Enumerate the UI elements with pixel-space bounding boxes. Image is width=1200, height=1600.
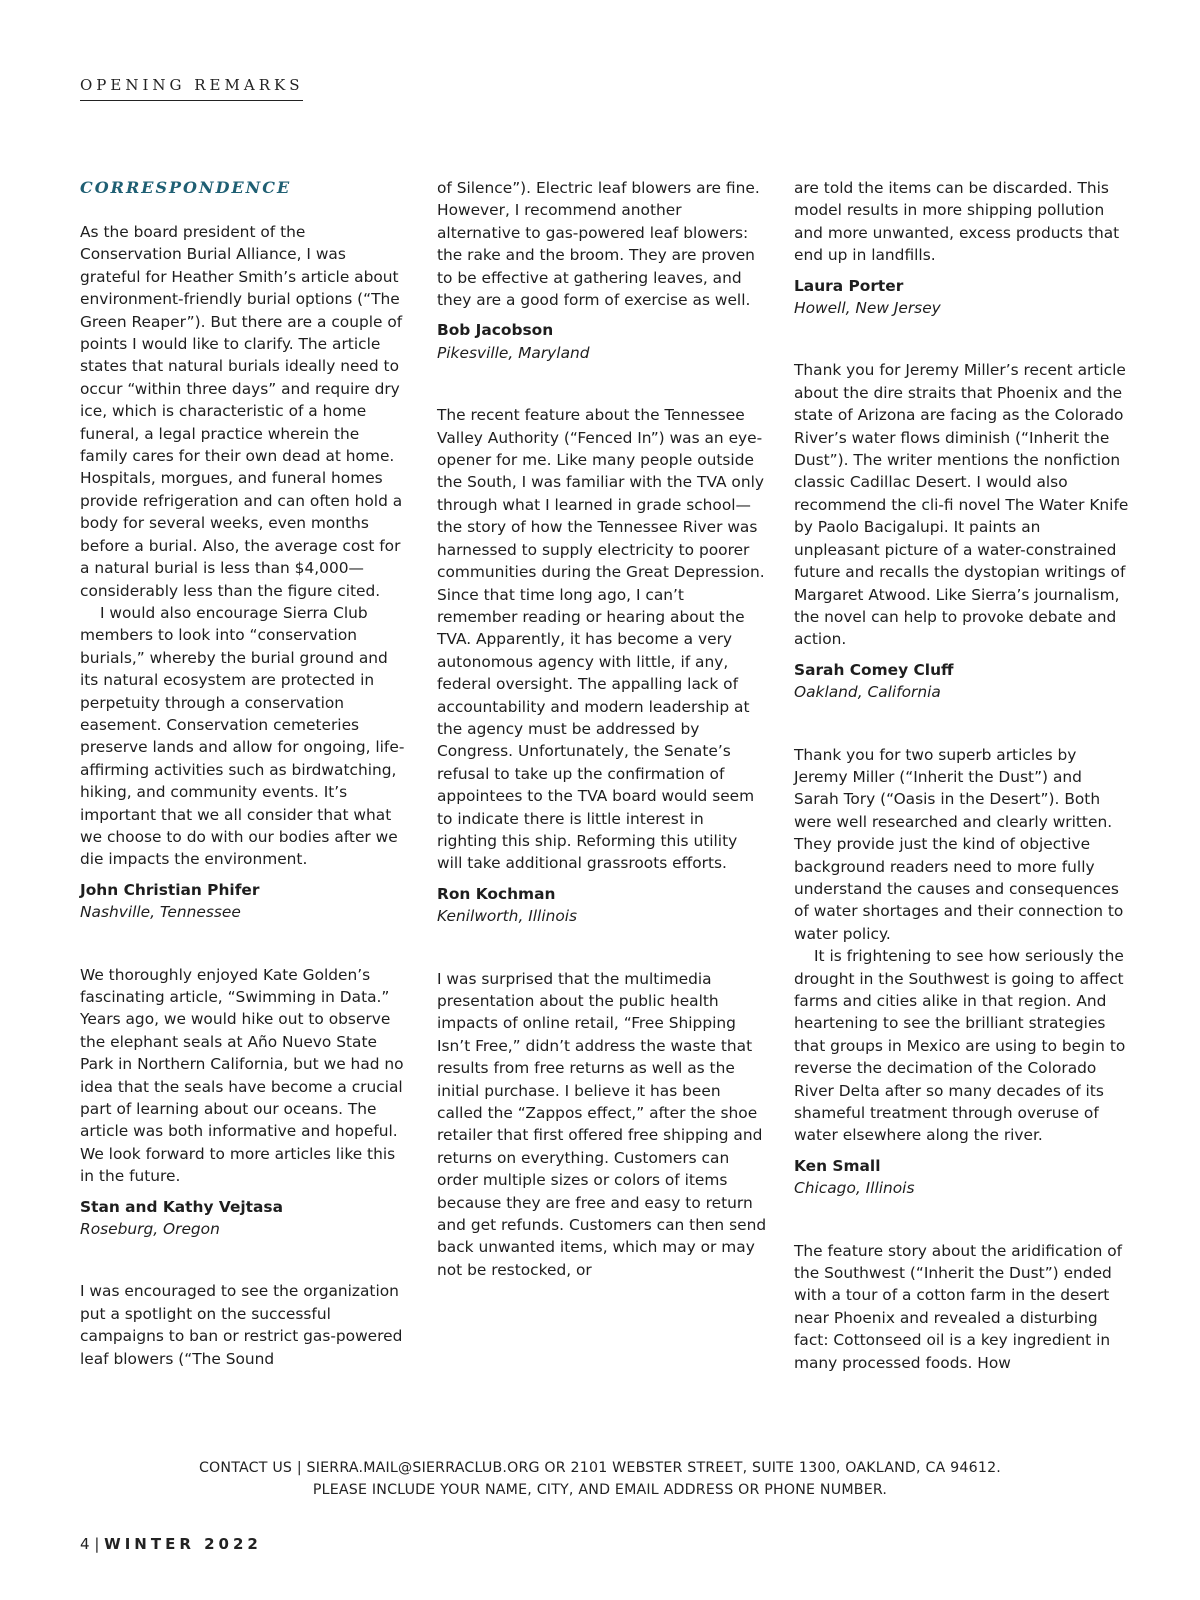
author-location: Roseburg, Oregon [80, 1220, 220, 1239]
letter-paragraph: of Silence”). Electric leaf blowers are fine. However, I recommend another alternative to gas-powered leaf blowers: the rake and the broom. They are proven to be effective at gathering leaves, and they are a good form of exercise as well. [437, 179, 760, 310]
author-location: Oakland, California [794, 683, 941, 702]
author-name: John Christian Phifer [80, 880, 260, 899]
author-location: Pikesville, Maryland [437, 343, 590, 362]
letter-signature [80, 879, 410, 924]
letter-porter-end [794, 177, 1130, 319]
author-location: Kenilworth, Illinois [437, 907, 578, 926]
column-1 [80, 177, 410, 1410]
column-3 [794, 177, 1130, 1414]
letter-signature [437, 319, 767, 364]
letter-phifer [80, 221, 410, 924]
letter-paragraph: The recent feature about the Tennessee Valley Authority (“Fenced In”) was an eye-opener for me. Like many people outside the South, I was familiar with the TVA only through what I learned in grade school—the story of how the Tennessee River was harnessed to supply electricity to poorer communities during the Great Depression. Since that time long ago, I can’t remember reading or hearing about the TVA. Apparently, it has become a very autonomous agency with little, if any, federal oversight. The appalling lack of accountability and modern leadership at the agency must be addressed by Congress. Unfortunately, the Senate’s refusal to take up the confirmation of appointees to the TVA board would seem to indicate there is little interest in righting this ship. Reforming this utility will take additional grassroots efforts. [437, 406, 765, 873]
letter-porter-start [437, 968, 767, 1282]
letter-paragraph: Thank you for two superb articles by Jeremy Miller (“Inherit the Dust”) and Sarah Tory (“Oasis in the Desert”). Both were well researched and clearly written. They provide just the kind of objective background readers need to more fully understand the causes and consequences of water shortages and their connection to water policy. [794, 745, 1124, 943]
author-name: Stan and Kathy Vejtasa [80, 1197, 283, 1216]
author-location: Chicago, Illinois [794, 1179, 915, 1198]
contact-line: CONTACT US | SIERRA.MAIL@SIERRACLUB.ORG OR 2101 WEBSTER STREET, SUITE 1300, OAKLAND, CA 94612. [198, 1460, 1002, 1476]
letter-jacobson-start [80, 1280, 410, 1370]
section-header-label: OPENING REMARKS [80, 76, 303, 101]
contact-info [0, 1457, 1200, 1501]
letter-signature [794, 1155, 1130, 1200]
author-name: Laura Porter [794, 276, 904, 295]
letter-jacobson-end [437, 177, 767, 364]
letter-kochman [437, 404, 767, 927]
footer-separator: | [94, 1535, 100, 1553]
author-name: Bob Jacobson [437, 321, 554, 340]
letter-signature [794, 659, 1130, 704]
issue-label: WINTER 2022 [104, 1535, 262, 1553]
letter-cluff [794, 359, 1130, 703]
letter-small [794, 744, 1130, 1200]
letter-paragraph: As the board president of the Conservation Burial Alliance, I was grateful for Heather Smith’s article about environment-friendly burial options (“The Green Reaper”). But there are a couple of points I would like to clarify. The article states that natural burials ideally need to occur “within three days” and require dry ice, which is characteristic of a home funeral, a legal practice wherein the family cares for their own dead at home. Hospitals, morgues, and funeral homes provide refrigeration and can often hold a body for several weeks, even months before a burial. Also, the average cost for a natural burial is less than $4,000—considerably less than the figure cited. [80, 223, 403, 600]
section-heading: CORRESPONDENCE [80, 178, 292, 197]
letter-paragraph: are told the items can be discarded. This model results in more shipping pollution and more unwanted, excess products that end up in landfills. [794, 179, 1120, 265]
author-name: Ron Kochman [437, 884, 556, 903]
letter-paragraph: I would also encourage Sierra Club members to look into “conservation burials,” whereby the burial ground and its natural ecosystem are protected in perpetuity through a conservation easement. Conservation cemeteries preserve lands and allow for ongoing, life-affirming activities such as birdwatching, hiking, and community events. It’s important that we all consider that what we choose to do with our bodies after we die impacts the environment. [80, 603, 405, 869]
author-name: Sarah Comey Cluff [794, 660, 954, 679]
letter-paragraph: The feature story about the aridification of the Southwest (“Inherit the Dust”) ended with a tour of a cotton farm in the desert near Phoenix and revealed a disturbing fact: Cottonseed oil is a key ingredient in many processed foods. How [794, 1241, 1123, 1372]
letter-paragraph: We thoroughly enjoyed Kate Golden’s fascinating article, “Swimming in Data.” Years ago, we would hike out to observe the elephant seals at Año Nuevo State Park in Northern California, but we had no idea that the seals have become a crucial part of learning about our oceans. The article was both informative and hopeful. We look forward to more articles like this in the future. [80, 965, 404, 1186]
letter-signature [437, 883, 767, 928]
letter-paragraph: I was surprised that the multimedia presentation about the public health impacts of online retail, “Free Shipping Isn’t Free,” didn’t address the waste that results from free returns as well as the initial purchase. I believe it has been called the “Zappos effect,” after the shoe retailer that first offered free shipping and returns on everything. Customers can order multiple sizes or colors of items because they are free and easy to return and get refunds. Customers can then send back unwanted items, which may or may not be restocked, or [437, 969, 767, 1279]
author-location: Nashville, Tennessee [80, 903, 241, 922]
page-footer [80, 1535, 262, 1553]
letter-signature [794, 275, 1130, 320]
letter-aridification-start [794, 1240, 1130, 1374]
letter-paragraph: I was encouraged to see the organization put a spotlight on the successful campaigns to ban or restrict gas-powered leaf blowers (“The Sound [80, 1282, 403, 1368]
letter-paragraph: It is frightening to see how seriously the drought in the Southwest is going to affect farms and cities alike in that region. And heartening to see the brilliant strategies that groups in Mexico are using to begin to reverse the decimation of the Colorado River Delta after so many decades of its shameful treatment through overuse of water elsewhere along the river. [794, 947, 1126, 1145]
letter-paragraph: Thank you for Jeremy Miller’s recent article about the dire straits that Phoenix and the state of Arizona are facing as the Colorado River’s water flows diminish (“Inherit the Dust”). The writer mentions the nonfiction classic Cadillac Desert. I would also recommend the cli-fi novel The Water Knife by Paolo Bacigalupi. It paints an unpleasant picture of a water-constrained future and recalls the dystopian writings of Margaret Atwood. Like Sierra’s journalism, the novel can help to provoke debate and action. [794, 361, 1129, 649]
letter-vejtasa [80, 964, 410, 1241]
column-2 [437, 177, 767, 1321]
page-number: 4 [80, 1535, 90, 1553]
letter-signature [80, 1196, 410, 1241]
author-name: Ken Small [794, 1156, 881, 1175]
contact-line: PLEASE INCLUDE YOUR NAME, CITY, AND EMAIL ADDRESS OR PHONE NUMBER. [312, 1482, 888, 1498]
author-location: Howell, New Jersey [794, 299, 941, 318]
